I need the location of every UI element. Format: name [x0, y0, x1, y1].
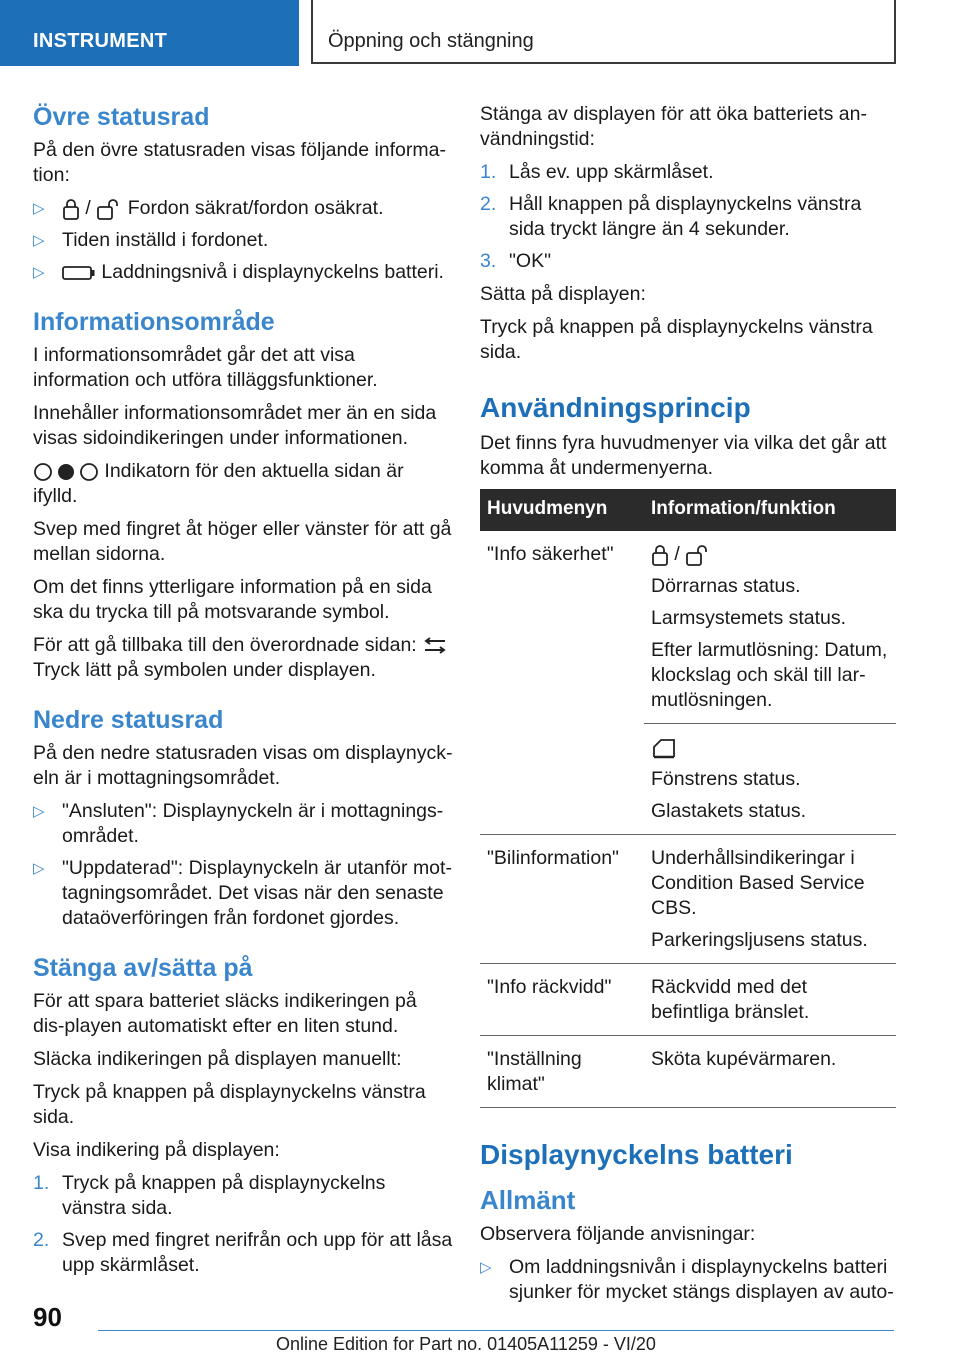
- list-item-text: "Ansluten": Displaynyckeln är i mottagnings-området.: [62, 800, 444, 847]
- triangle-bullet-icon: ▷: [33, 860, 45, 877]
- paragraph-text: För att gå tillbaka till den överordnade sidan:: [33, 634, 417, 656]
- paragraph: [33, 459, 453, 509]
- section-tab[interactable]: INSTRUMENT: [0, 0, 299, 66]
- triangle-bullet-icon: ▷: [33, 200, 45, 217]
- main-menu-table: [480, 489, 896, 1108]
- list-item: [480, 160, 896, 185]
- table-cell: "Inställning klimat": [480, 1036, 644, 1108]
- heading-turn-off-on: Stänga av/sätta på: [33, 954, 253, 982]
- lock-closed-icon: [62, 198, 80, 220]
- paragraph: Tryck på knappen på displaynyckelns vänstra sida.: [480, 316, 873, 363]
- heading-information-area: Informationsområde: [33, 308, 275, 336]
- table-row: [480, 964, 896, 1036]
- battery-icon: [62, 265, 96, 281]
- list-item: [33, 856, 453, 931]
- list-item: [480, 249, 896, 274]
- list-item: [33, 196, 453, 221]
- list-item: [33, 1228, 453, 1278]
- list-item-text: Håll knappen på displaynyckelns vänstra sida tryckt längre än 4 sekunder.: [509, 193, 862, 240]
- left-column: [33, 102, 453, 1286]
- table-cell: [644, 724, 896, 835]
- cell-text: Fönstrens status.: [651, 768, 801, 790]
- cell-text: Glastakets status.: [651, 800, 806, 822]
- list-item-text: Svep med fingret nerifrån och upp för att låsa upp skärmlåset.: [62, 1229, 453, 1276]
- cell-text: Efter larmutlösning: Datum, klockslag och skäl till lar-mutlösningen.: [651, 639, 888, 711]
- cell-text: Larmsystemets status.: [651, 607, 847, 629]
- list-item-text: Lås ev. upp skärmlåset.: [509, 161, 714, 183]
- table-cell: Sköta kupévärmaren.: [644, 1036, 896, 1108]
- paragraph: Visa indikering på displayen:: [33, 1139, 280, 1161]
- table-row: [480, 531, 896, 724]
- lock-closed-icon: [651, 544, 669, 566]
- paragraph: Om det finns ytterligare information på en sida ska du trycka till på motsvarande symbol.: [33, 576, 432, 623]
- list-item: [33, 228, 453, 253]
- triangle-bullet-icon: ▷: [33, 232, 45, 249]
- right-column: [480, 102, 896, 1313]
- list-item-text: Om laddningsnivån i displaynyckelns batteri sjunker för mycket stängs displayen av auto-: [509, 1256, 894, 1303]
- list-item: [480, 192, 896, 242]
- list-item-text: Tryck på knappen på displaynyckelns vänstra sida.: [62, 1172, 386, 1219]
- bullet-list: [33, 196, 453, 285]
- heading-lower-statusbar: Nedre statusrad: [33, 706, 224, 734]
- footer-divider: [98, 1330, 894, 1331]
- paragraph: Sätta på displayen:: [480, 283, 646, 305]
- table-cell: Räckvidd med det befintliga bränslet.: [644, 964, 896, 1036]
- table-cell: "Info säkerhet": [480, 531, 644, 835]
- table-cell: "Info räckvidd": [480, 964, 644, 1036]
- cell-text: Dörrarnas status.: [651, 575, 801, 597]
- list-item: [480, 1255, 896, 1305]
- paragraph-text: Tryck lätt på symbolen under displayen.: [33, 659, 376, 681]
- list-item: [33, 260, 453, 285]
- chapter-tab[interactable]: Öppning och stängning: [311, 0, 896, 64]
- cell-text: Parkeringsljusens status.: [651, 929, 868, 951]
- table-row: [480, 1036, 896, 1108]
- icon-line: [651, 735, 889, 760]
- window-icon: [651, 737, 677, 759]
- heading-usage-principle: Användningsprincip: [480, 392, 751, 423]
- slash-separator: /: [674, 543, 680, 565]
- table-header-cell: Huvudmenyn: [480, 489, 644, 531]
- list-item-text: "OK": [509, 250, 552, 272]
- step-number: 2.: [33, 1229, 50, 1251]
- page-number: 90: [33, 1302, 62, 1332]
- paragraph: Det finns fyra huvudmenyer via vilka det går att komma åt undermenyerna.: [480, 432, 887, 479]
- paragraph: För att spara batteriet släcks indikeringen på dis-playen automatiskt efter en liten stund.: [33, 990, 417, 1037]
- list-item-text: "Uppdaterad": Displaynyckeln är utanför mot-tagningsområdet. Det visas när den senaste dataöverföringen från fordonet gjordes.: [62, 857, 452, 929]
- paragraph: I informationsområdet går det att visa information och utföra tilläggsfunktioner.: [33, 344, 378, 391]
- paragraph: [33, 633, 453, 683]
- list-item-text: Tiden inställd i fordonet.: [62, 229, 269, 251]
- footer-edition: Online Edition for Part no. 01405A11259 - VI/20: [276, 1334, 656, 1354]
- page-header: [0, 0, 960, 66]
- step-number: 3.: [480, 250, 497, 272]
- table-cell: [644, 531, 896, 724]
- heading-upper-statusbar: Övre statusrad: [33, 103, 210, 131]
- table-header-row: [480, 489, 896, 531]
- cell-text: Underhållsindikeringar i Condition Based Service CBS.: [651, 847, 865, 919]
- table-cell: "Bilinformation": [480, 835, 644, 964]
- step-number: 2.: [480, 193, 497, 215]
- heading-general: Allmänt: [480, 1185, 576, 1215]
- paragraph-text: Indikatorn för den aktuella sidan är ifylld.: [33, 460, 404, 507]
- paragraph: Släcka indikeringen på displayen manuellt:: [33, 1048, 402, 1070]
- paragraph: Svep med fingret åt höger eller vänster för att gå mellan sidorna.: [33, 518, 452, 565]
- paragraph: Tryck på knappen på displaynyckelns vänstra sida.: [33, 1081, 426, 1128]
- table-header-cell: Information/funktion: [644, 489, 896, 531]
- triangle-bullet-icon: ▷: [33, 264, 45, 281]
- slash-separator: /: [85, 197, 91, 219]
- paragraph: På den övre statusraden visas följande informa-tion:: [33, 139, 446, 186]
- paragraph: Innehåller informationsområdet mer än en sida visas sidoindikeringen under informationen.: [33, 402, 437, 449]
- list-item-text: Fordon säkrat/fordon osäkrat.: [127, 197, 384, 219]
- table-row: [480, 835, 896, 964]
- list-item: [33, 799, 453, 849]
- icon-line: [651, 542, 889, 567]
- lock-open-icon: [96, 198, 122, 220]
- paragraph: Observera följande anvisningar:: [480, 1223, 756, 1245]
- step-number: 1.: [33, 1172, 50, 1194]
- paragraph: På den nedre statusraden visas om displaynyck-eln är i mottagningsområdet.: [33, 742, 453, 789]
- paragraph: Stänga av displayen för att öka batteriets an-vändningstid:: [480, 103, 867, 150]
- bullet-list: [480, 1255, 896, 1305]
- triangle-bullet-icon: ▷: [480, 1259, 492, 1276]
- lock-open-icon: [685, 544, 711, 566]
- step-number: 1.: [480, 161, 497, 183]
- list-item-text: Laddningsnivå i displaynyckelns batteri.: [101, 261, 444, 283]
- numbered-list: [480, 160, 896, 274]
- heading-key-battery: Displaynyckelns batteri: [480, 1139, 793, 1170]
- list-item: [33, 1171, 453, 1221]
- back-arrow-icon: [422, 637, 448, 655]
- table-cell: [644, 835, 896, 964]
- numbered-list: [33, 1171, 453, 1278]
- page-indicator-icon: [33, 462, 99, 482]
- triangle-bullet-icon: ▷: [33, 803, 45, 820]
- bullet-list: [33, 799, 453, 931]
